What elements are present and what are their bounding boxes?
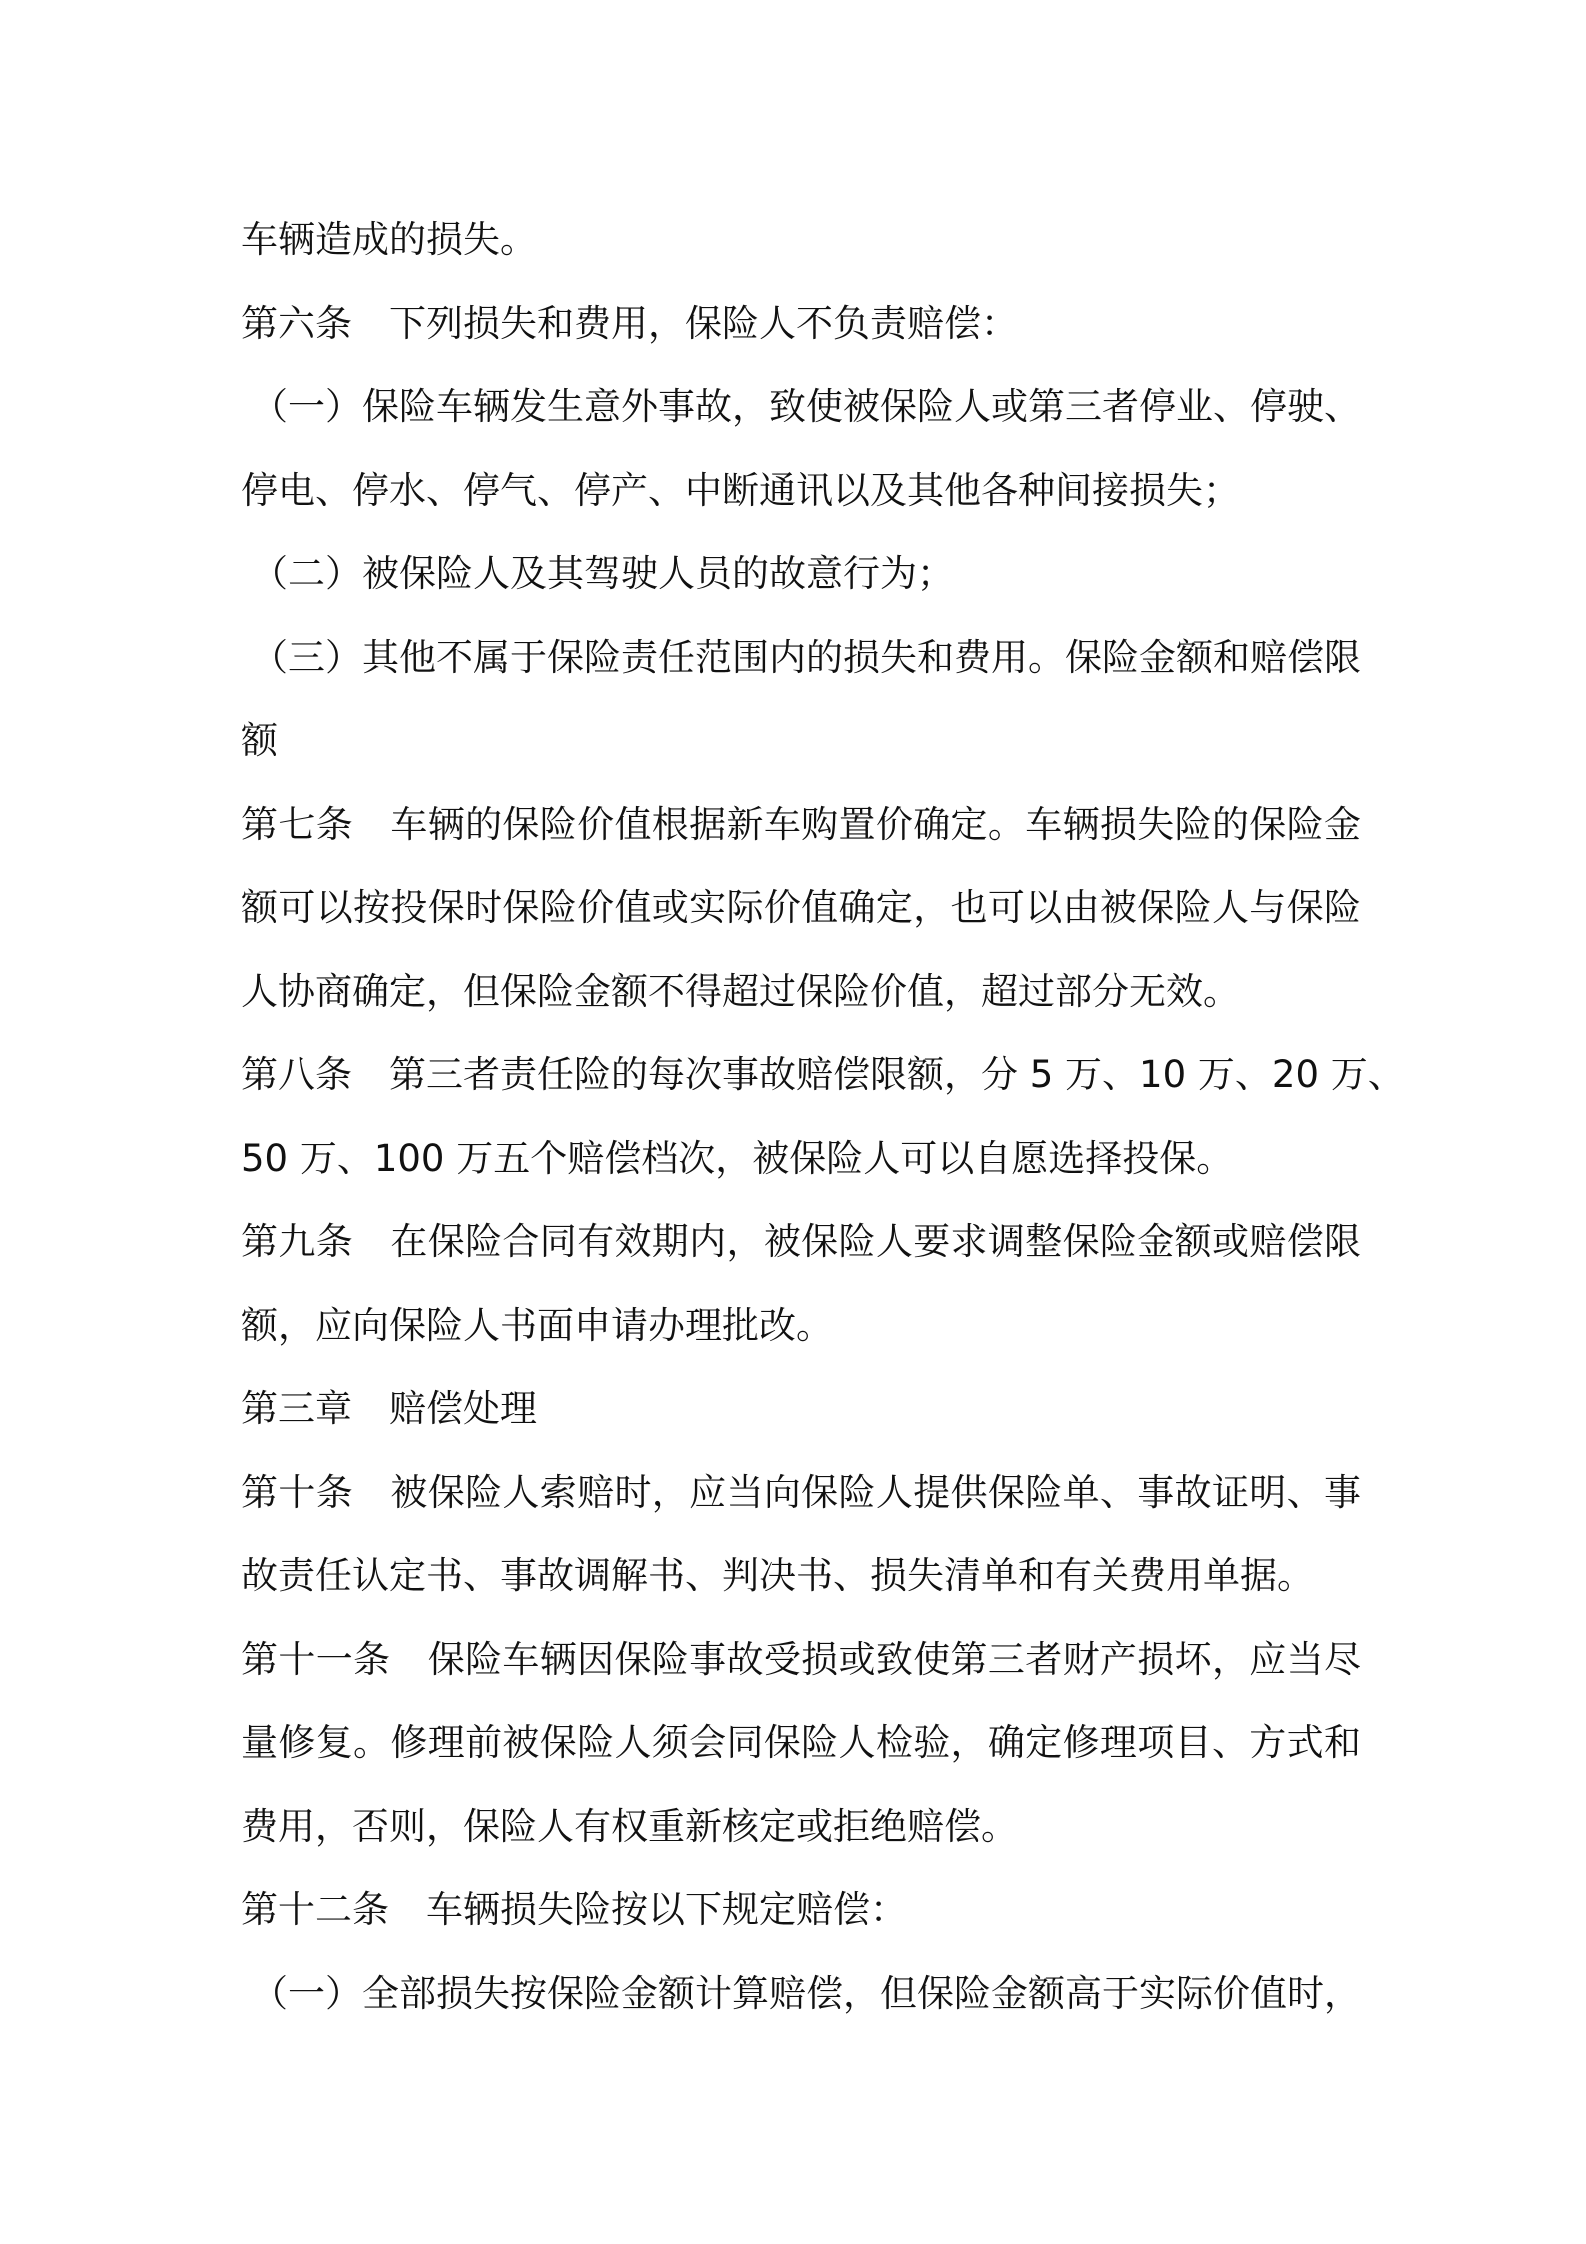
text-line: 停电、停水、停气、停产、中断通讯以及其他各种间接损失； [241,468,1240,512]
chapter-3-heading: 第三章 赔偿处理 [241,1387,537,1430]
text-line: （一）保险车辆发生意外事故，致使被保险人或第三者停业、停驶、 [251,385,1361,428]
article-6-heading: 第六条 下列损失和费用，保险人不负责赔偿： [241,301,1018,345]
text-line: 额，应向保险人书面申请办理批改。 [241,1303,833,1347]
article-11-text: 第十一条 保险车辆因保险事故受损或致使第三者财产损坏，应当尽 [241,1637,1361,1681]
article-9-text: 第九条 在保险合同有效期内，被保险人要求调整保险金额或赔偿限 [241,1220,1361,1263]
text-line: 额可以按投保时保险价值或实际价值确定，也可以由被保险人与保险 [241,886,1361,929]
article-8-text: 第八条 第三者责任险的每次事故赔偿限额，分 5 万、10 万、20 万、 [241,1053,1405,1096]
text-line: 车辆造成的损失。 [241,218,537,261]
text-line: 故责任认定书、事故调解书、判决书、损失清单和有关费用单据。 [241,1554,1314,1597]
article-7-text: 第七条 车辆的保险价值根据新车购置价确定。车辆损失险的保险金 [241,802,1361,846]
document-body [241,198,1405,2035]
text-line: 费用，否则，保险人有权重新核定或拒绝赔偿。 [241,1804,1018,1848]
text-line: （二）被保险人及其驾驶人员的故意行为； [251,552,954,595]
text-line: （三）其他不属于保险责任范围内的损失和费用。保险金额和赔偿限 [251,635,1361,679]
text-line: 50 万、100 万五个赔偿档次，被保险人可以自愿选择投保。 [241,1136,1234,1180]
article-12-heading: 第十二条 车辆损失险按以下规定赔偿： [241,1888,907,1931]
text-line: 额 [241,719,278,762]
text-line: 量修复。修理前被保险人须会同保险人检验，确定修理项目、方式和 [241,1721,1361,1764]
text-line: 人协商确定，但保险金额不得超过保险价值，超过部分无效。 [241,969,1240,1013]
text-line: （一）全部损失按保险金额计算赔偿，但保险金额高于实际价值时， [251,1971,1361,2015]
article-10-text: 第十条 被保险人索赔时，应当向保险人提供保险单、事故证明、事 [241,1470,1361,1514]
